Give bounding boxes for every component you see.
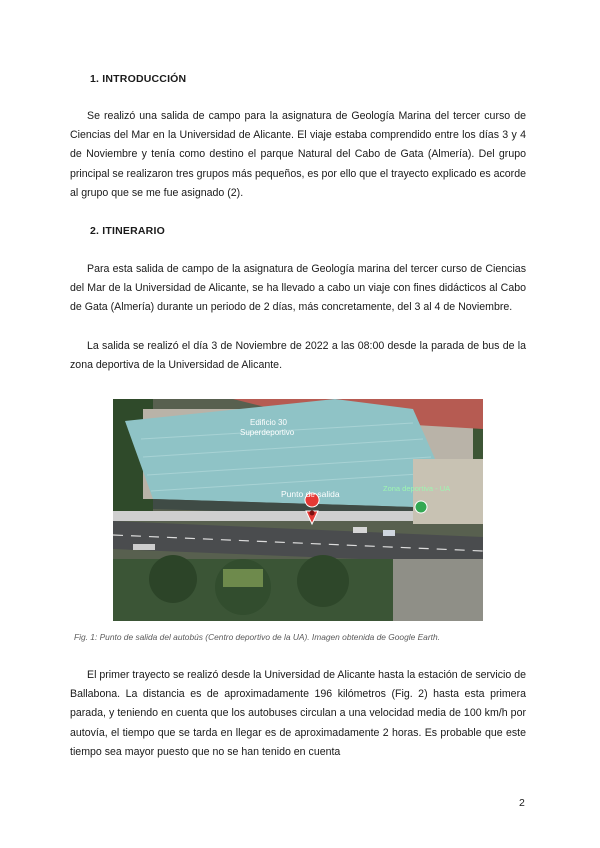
paragraph-introduccion: Se realizó una salida de campo para la asignatura de Geología Marina del tercer curso de Ciencias del Mar en la Universidad de Alicante. El viaje estaba comprendido entre los días 3 y 4 de Noviembre y tenía como destino el parque Natural del Cabo de Gata (Almería). Del grupo principal se realizaron tres grupos más pequeños, es por ello que el trayecto explicado es acorde al grupo que se me fue asignado (2).	[70, 110, 526, 199]
section-heading-itinerario: 2. ITINERARIO	[90, 225, 165, 237]
tree	[149, 555, 197, 603]
paragraph-itinerario-2: La salida se realizó el día 3 de Noviembre de 2022 a las 08:00 desde la parada de bus de la zona deportiva de la Universidad de Alicante.	[70, 340, 526, 372]
satellite-map	[113, 399, 483, 621]
zone-pin-icon	[415, 501, 427, 513]
field	[223, 569, 263, 587]
tree	[297, 555, 349, 607]
figure-satellite-image	[113, 399, 483, 621]
start-point-label: Punto de salida	[281, 489, 340, 499]
parking-lot	[393, 559, 483, 621]
zone-label: Zona deportiva - UA	[383, 484, 451, 493]
section-heading-introduccion: 1. INTRODUCCIÓN	[90, 73, 187, 85]
car	[353, 527, 367, 533]
paragraph-itinerario-1: Para esta salida de campo de la asignatura de Geología marina del tercer curso de Ciencias del Mar de la Universidad de Alicante, se ha llevado a cabo un viaje con fines didácticos al Cabo de Gata (Almería) durante un periodo de 2 días, más concretamente, del 3 al 4 de Noviembre.	[70, 263, 526, 314]
figure-caption: Fig. 1: Punto de salida del autobús (Centro deportivo de la UA). Imagen obtenida de Google Earth.	[74, 632, 440, 642]
building-sublabel: Superdeportivo	[240, 428, 295, 437]
zebra-crossing	[133, 544, 155, 550]
page-number: 2	[519, 797, 525, 809]
car	[383, 530, 395, 536]
building-label: Edificio 30	[250, 418, 287, 427]
paragraph-primer-trayecto: El primer trayecto se realizó desde la Universidad de Alicante hasta la estación de servicio de Ballabona. La distancia es de aproximadamente 196 kilómetros (Fig. 2) hasta esta primera parada, y teniendo en cuenta que los autobuses circulan a una velocidad media de 100 km/h por autovía, el tiempo que se tarda en llegar es de aproximadamente 2 horas. Es probable que este tiempo sea mayor puesto que no se han tenido en cuenta	[70, 669, 526, 758]
